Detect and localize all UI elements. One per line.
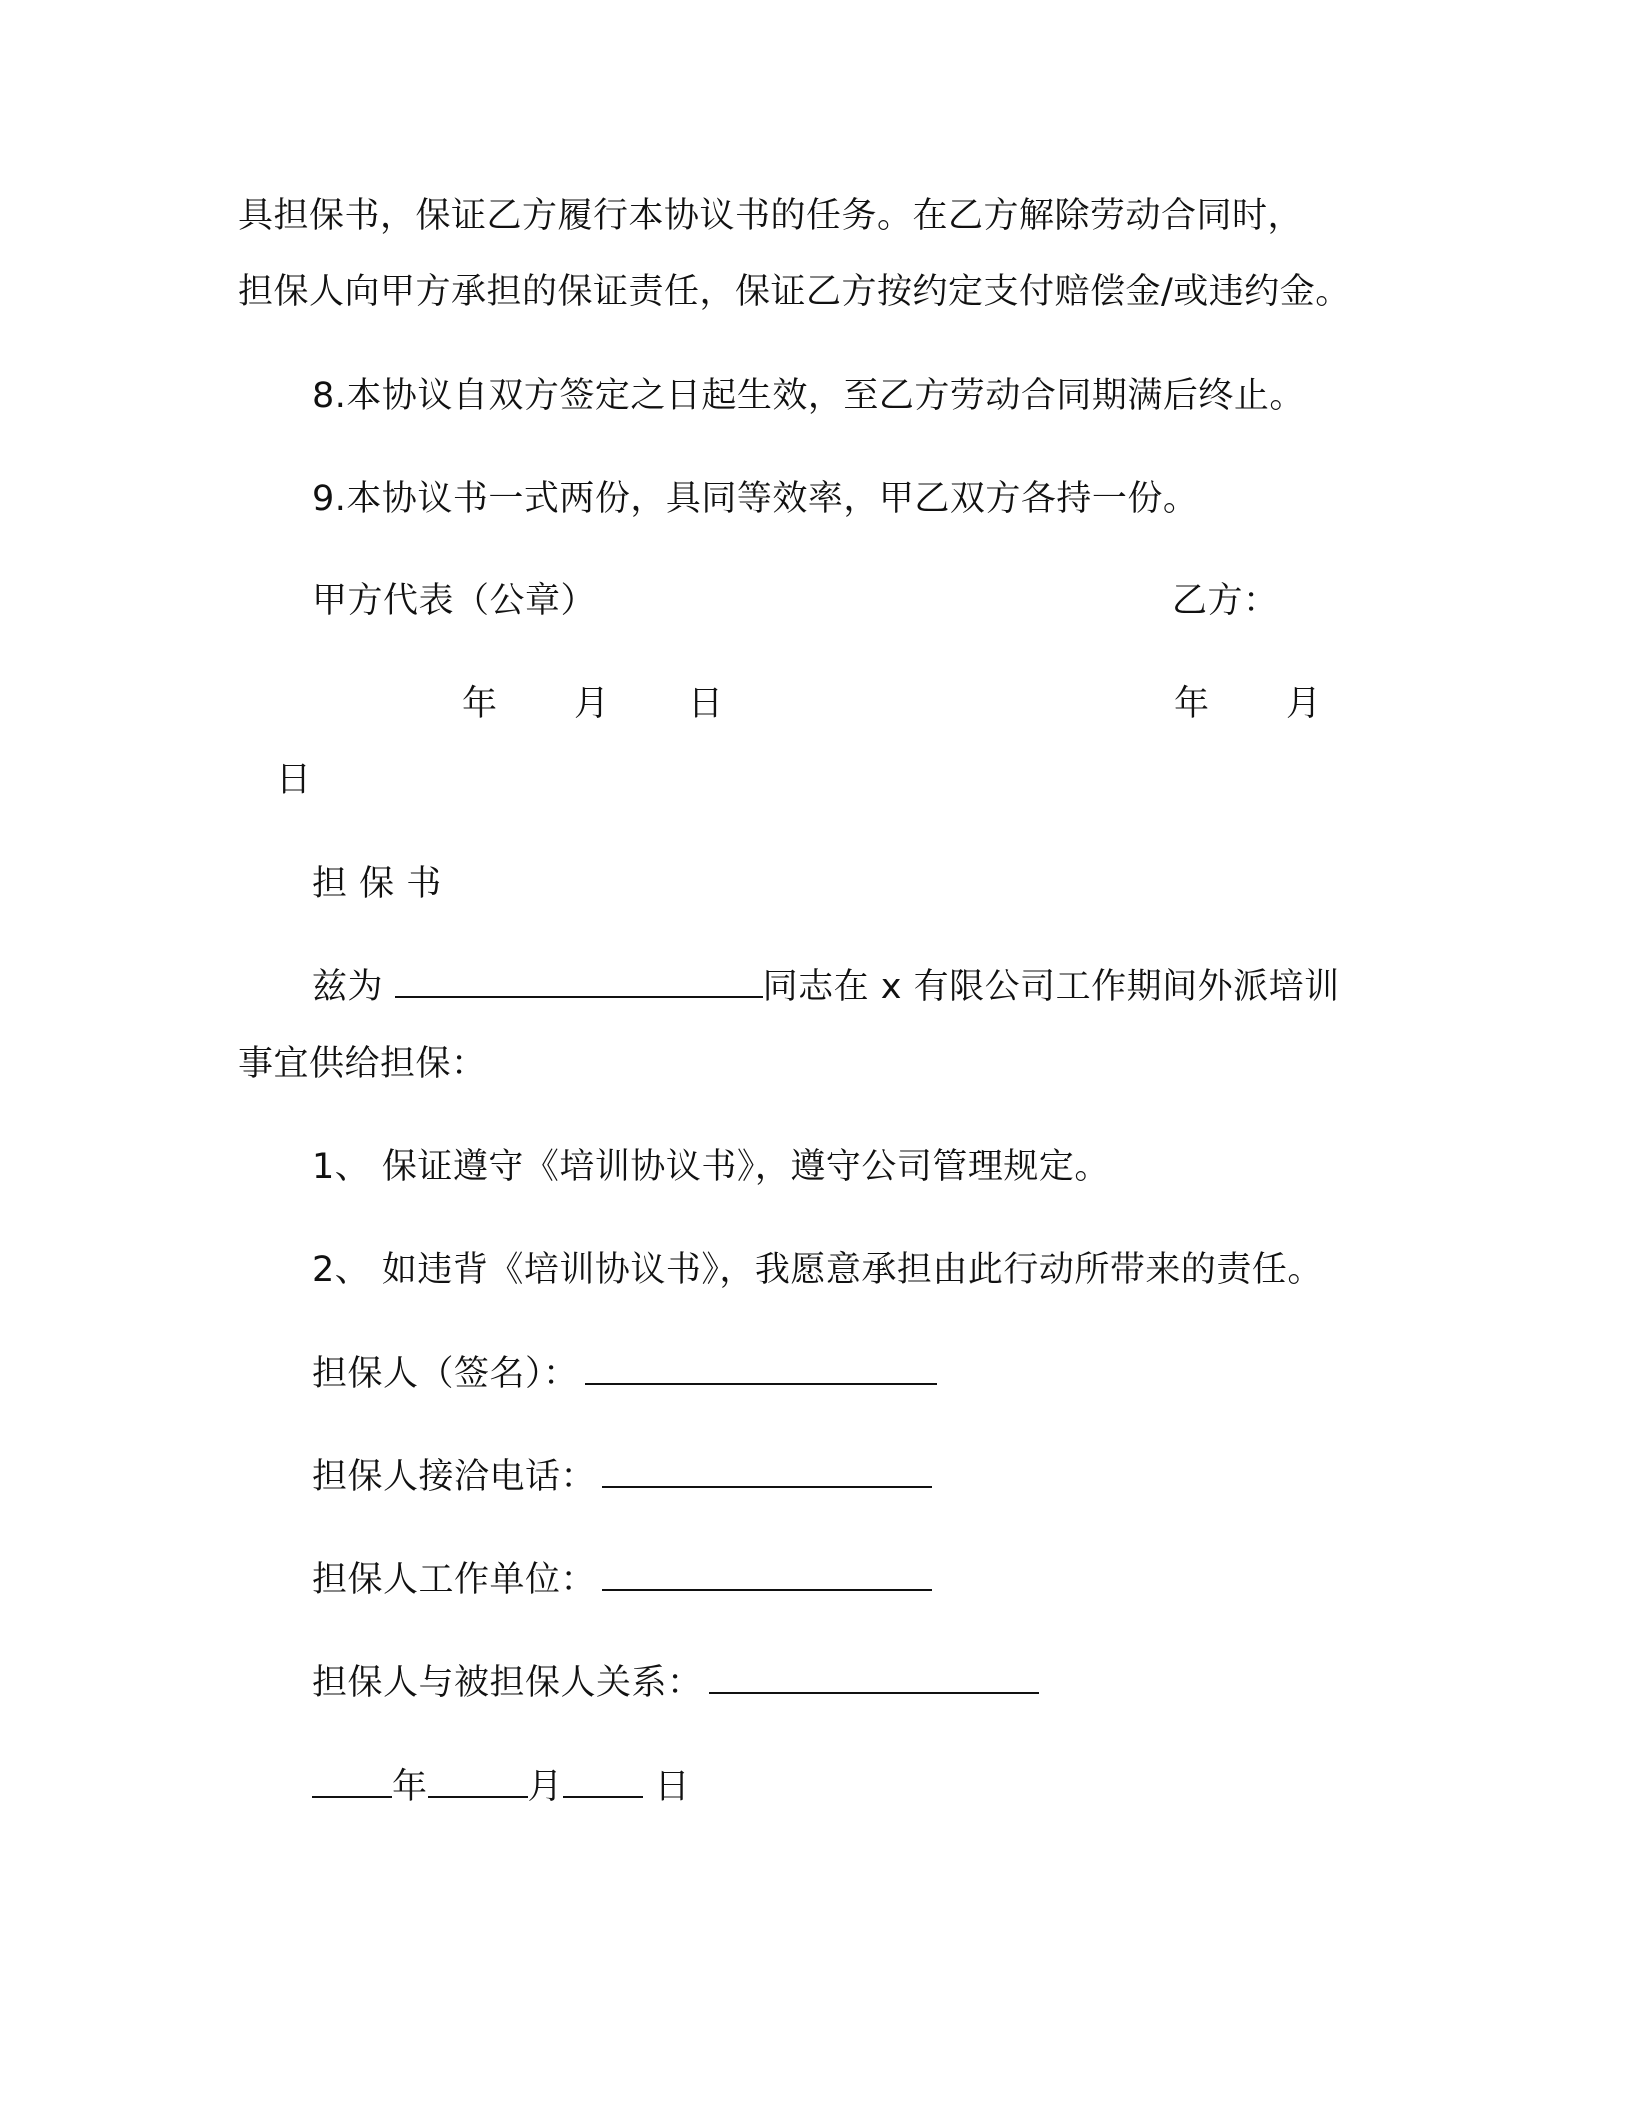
date-b-year: 年 bbox=[1174, 684, 1210, 724]
phone-row bbox=[312, 1452, 932, 1501]
signature-label: 担保人（签名）： bbox=[312, 1354, 579, 1394]
paragraph-continuation-line-1: 具担保书，保证乙方履行本协议书的任务。在乙方解除劳动合同时， bbox=[238, 196, 1304, 236]
phone-field[interactable] bbox=[602, 1452, 932, 1488]
phone-label: 担保人接洽电话： bbox=[312, 1457, 597, 1497]
letter-intro-line-2: 事宜供给担保： bbox=[238, 1044, 487, 1084]
final-date-row bbox=[312, 1762, 690, 1811]
final-date-month-label: 月 bbox=[527, 1767, 564, 1807]
workplace-field[interactable] bbox=[602, 1555, 932, 1591]
final-date-day-label: 日 bbox=[654, 1767, 691, 1807]
relation-label: 担保人与被担保人关系： bbox=[312, 1663, 703, 1703]
workplace-label: 担保人工作单位： bbox=[312, 1560, 597, 1600]
paragraph-continuation-line-2: 担保人向甲方承担的保证责任，保证乙方按约定支付赔偿金/或违约金。 bbox=[238, 272, 1351, 312]
date-a-day: 日 bbox=[688, 684, 724, 724]
party-a-label: 甲方代表（公章） bbox=[312, 581, 597, 621]
signature-field[interactable] bbox=[585, 1349, 937, 1385]
date-b-month: 月 bbox=[1286, 684, 1322, 724]
letter-item-1: 1、 保证遵守《培训协议书》，遵守公司管理规定。 bbox=[312, 1147, 1110, 1187]
guaranteed-person-name-field[interactable] bbox=[395, 962, 763, 998]
intro-suffix: 同志在 x 有限公司工作期间外派培训 bbox=[762, 967, 1340, 1007]
signature-row bbox=[312, 1349, 937, 1398]
workplace-row bbox=[312, 1555, 932, 1604]
final-date-year-label: 年 bbox=[392, 1767, 428, 1807]
relation-row bbox=[312, 1658, 1039, 1707]
letter-title: 担 保 书 bbox=[312, 864, 442, 904]
clause-9: 9.本协议书一式两份，具同等效率，甲乙双方各持一份。 bbox=[312, 479, 1199, 519]
letter-intro-line-1 bbox=[312, 962, 1340, 1011]
final-year-field[interactable] bbox=[312, 1762, 392, 1798]
relation-field[interactable] bbox=[709, 1658, 1039, 1694]
final-day-field[interactable] bbox=[563, 1762, 643, 1798]
intro-prefix: 兹为 bbox=[312, 967, 384, 1007]
letter-item-2: 2、 如违背《培训协议书》，我愿意承担由此行动所带来的责任。 bbox=[312, 1250, 1323, 1290]
party-b-label: 乙方： bbox=[1172, 581, 1279, 621]
date-a-month: 月 bbox=[574, 684, 610, 724]
date-b-day: 日 bbox=[276, 760, 312, 800]
final-month-field[interactable] bbox=[428, 1762, 528, 1798]
clause-8: 8.本协议自双方签定之日起生效，至乙方劳动合同期满后终止。 bbox=[312, 376, 1305, 416]
date-a-year: 年 bbox=[462, 684, 498, 724]
